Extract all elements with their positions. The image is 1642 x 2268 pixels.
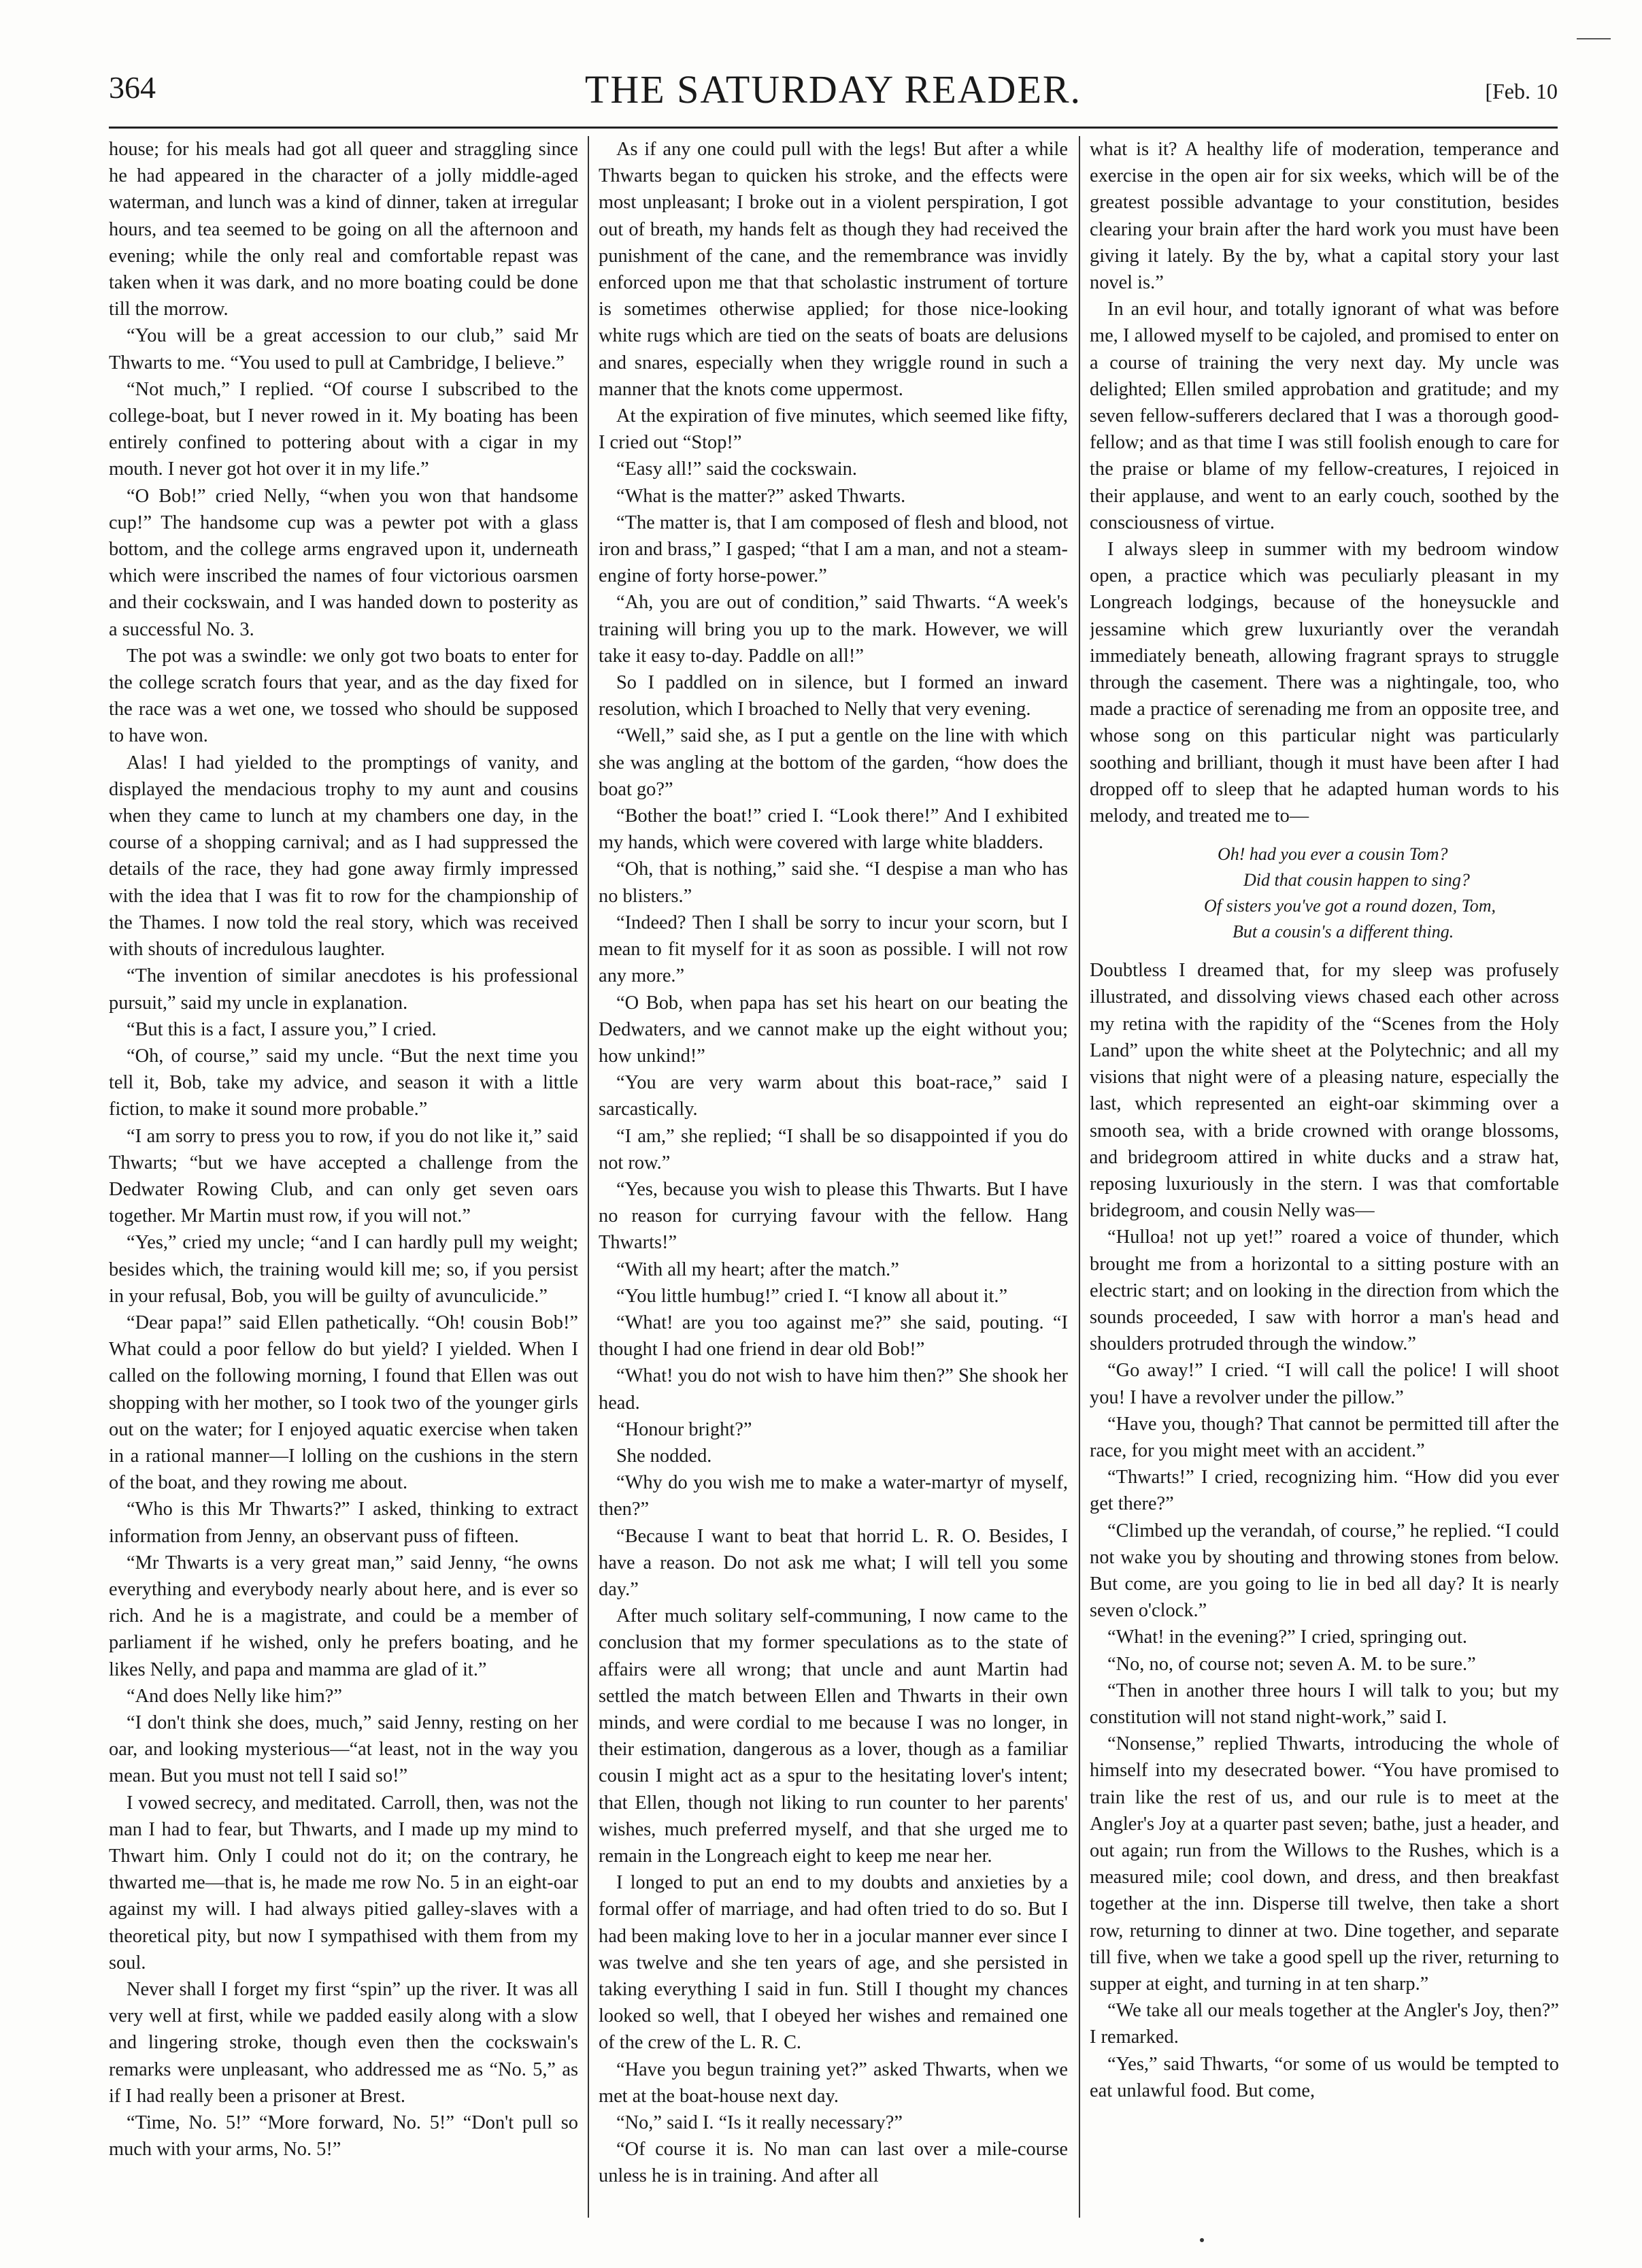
paragraph: “The invention of similar anecdotes is his professional pursuit,” said my uncle in explanation. — [109, 965, 578, 1014]
paragraph: “Dear papa!” said Ellen pathetically. “Oh! cousin Bob!” What could a poor fellow do but yield? I yielded. When I called on the following morning, I found that Ellen was out shopping with her mother, so I took two of the younger girls out on the water; for I enjoyed aquatic exercise when taken in a rational manner—I lolling on the cushions in the stern of the boat, and they rowing me about. — [109, 1312, 578, 1494]
paragraph: In an evil hour, and totally ignorant of what was before me, I allowed myself to be cajoled, and promised to enter on a course of training the very next day. My uncle was delighted; Ellen smiled approbation and gratitude; and my seven fellow-sufferers declared that I was a thorough good-fellow; and as that time I was still foolish enough to care for the praise or blame of my fellow-creatures, I rejoiced in their applause, and went to an early couch, soothed by the consciousness of virtue. — [1090, 299, 1559, 533]
paragraph: “Time, No. 5!” “More forward, No. 5!” “Don't pull so much with your arms, No. 5!” — [109, 2112, 578, 2161]
paragraph: I always sleep in summer with my bedroom window open, a practice which was peculiarly pleasant in my Longreach lodgings, because of the honeysuckle and jessamine which grew luxuriantly over the verandah immediately beneath, allowing fragrant sprays to struggle through the casement. There was a nightingale, too, who made a practice of serenading me from an opposite tree, and whose song on this particular night was particularly soothing and brilliant, though it must have been after I had dropped off to sleep that he adapted human words to his melody, and treated me to— — [1090, 539, 1559, 827]
page-number: 364 — [109, 70, 156, 105]
paragraph: “Oh, of course,” said my uncle. “But the next time you tell it, Bob, take my advice, and season it with a little fiction, to make it sound more probable.” — [109, 1045, 578, 1120]
verse-line: Oh! had you ever a cousin Tom? — [1218, 844, 1448, 865]
paragraph: “Thwarts!” I cried, recognizing him. “How did you ever get there?” — [1090, 1467, 1559, 1515]
masthead — [109, 67, 1558, 121]
paragraph: “I am,” she replied; “I shall be so disappointed if you do not row.” — [599, 1125, 1068, 1173]
paragraph: “Yes,” cried my uncle; “and I can hardly pull my weight; besides which, the training would kill me; so, if you persist in your refusal, Bob, you will be guilty of avunculicide.” — [109, 1232, 578, 1307]
paragraph: “Yes, because you wish to please this Thwarts. But I have no reason for currying favour with the fellow. Hang Thwarts!” — [599, 1178, 1068, 1254]
paragraph: “Go away!” I cried. “I will call the police! I will shoot you! I have a revolver under the pillow.” — [1090, 1360, 1559, 1408]
issue-date: [Feb. 10 — [1485, 79, 1558, 103]
paragraph: “Hulloa! not up yet!” roared a voice of thunder, which brought me from a horizontal to a sitting posture with an electric start; and on looking in the direction from which the sounds proceeded, I saw with horror a man's head and shoulders protruded through the window.” — [1090, 1227, 1559, 1355]
paragraph: “Well,” said she, as I put a gentle on the line with which she was angling at the bottom of the garden, “how does the boat go?” — [599, 725, 1068, 800]
paragraph: I longed to put an end to my doubts and anxieties by a formal offer of marriage, and had often tried to do so. But I had been making love to her in a jocular manner ever since I was twelve and she ten years of age, and she persisted in taking everything I said in fun. Still I thought my chances looked so well, that I obeyed her wishes and remained one of the crew of the L. R. C. — [599, 1872, 1068, 2054]
verse-line: Did that cousin happen to sing? — [1243, 870, 1470, 890]
paragraph: “Who is this Mr Thwarts?” I asked, thinking to extract information from Jenny, an observant puss of fifteen. — [109, 1499, 578, 1547]
paragraph: “I am sorry to press you to row, if you do not like it,” said Thwarts; “but we have accepted a challenge from the Dedwater Rowing Club, and can only get seven oars together. Mr Martin must row, if you will not.” — [109, 1125, 578, 1227]
paragraph: “We take all our meals together at the Angler's Joy, then?” I remarked. — [1090, 2000, 1559, 2048]
paragraph: “You little humbug!” cried I. “I know all about it.” — [616, 1285, 1008, 1307]
paragraph: “Ah, you are out of condition,” said Thwarts. “A week's training will bring you up to the mark. However, we will take it easy to-day. Paddle on all!” — [599, 592, 1068, 667]
paragraph: “What! are you too against me?” she said, pouting. “I thought I had one friend in dear old Bob!” — [599, 1312, 1068, 1361]
paragraph: “But this is a fact, I assure you,” I cried. — [127, 1018, 437, 1040]
paragraph: “Of course it is. No man can last over a mile-course unless he is in training. And after all — [599, 2139, 1068, 2187]
paragraph: Doubtless I dreamed that, for my sleep was profusely illustrated, and dissolving views chased each other across my retina with the rapidity of the “Scenes from the Holy Land” upon the white sheet at the Polytechnic; and all my visions that night were of a pleasing nature, especially the last, which represented an eight-oar skimming over a smooth sea, with a bride crowned with orange blossoms, and bridegroom attired in white ducks and a straw hat, reposing luxuriously in the stern. I was that comfortable bridegroom, and cousin Nelly was— — [1090, 960, 1559, 1222]
paragraph: “And does Nelly like him?” — [127, 1685, 342, 1707]
paragraph: “Climbed up the verandah, of course,” he replied. “I could not wake you by shouting and throwing stones from below. But come, are you going to lie in bed all day? It is nearly seven o'clock.” — [1090, 1520, 1559, 1622]
verse-line: Of sisters you've got a round dozen, Tom, — [1204, 896, 1496, 916]
paragraph: house; for his meals had got all queer and straggling since he had appeared in the character of a jolly middle-aged waterman, and lunch was a kind of dinner, taken at irregular hours, and tea seemed to be going on all the afternoon and evening; while the only real and comfortable repast was taken when it was dark, and no more boating could be done till the morrow. — [109, 139, 578, 320]
paragraph: Never shall I forget my first “spin” up the river. It was all very well at first, while we padded easily along with a slow and lingering stroke, though even then the cockswain's remarks were unpleasant, who addressed me as “No. 5,” as if I had really been a prisoner at Brest. — [109, 1979, 578, 2107]
text-column-2 — [599, 136, 1068, 2218]
paragraph: After much solitary self-communing, I now came to the conclusion that my former speculations as to the state of affairs were all wrong; that uncle and aunt Martin had settled the match between Ellen and Thwarts in their own minds, and were cordial to me because I was no longer, in their estimation, dangerous as a lover, though as a familiar cousin I might act as a spur to the hesitating lover's intent; that Ellen, though not liking to run counter to her parents' wishes, much preferred myself, and that she urged me to remain in the Longreach eight to keep me near her. — [599, 1605, 1068, 1867]
paragraph: So I paddled on in silence, but I formed an inward resolution, which I broached to Nelly that very evening. — [599, 672, 1068, 720]
column-rule — [1079, 136, 1080, 2218]
paragraph: “O Bob, when papa has set his heart on our beating the Dedwaters, and we cannot make up the eight without you; how unkind!” — [599, 992, 1068, 1067]
paragraph: “No,” said I. “Is it really necessary?” — [616, 2112, 903, 2134]
paragraph: “You are very warm about this boat-race,” said I sarcastically. — [599, 1072, 1068, 1120]
paragraph: “With all my heart; after the match.” — [616, 1258, 899, 1280]
paragraph: “Then in another three hours I will talk to you; but my constitution will not stand night-work,” said I. — [1090, 1680, 1559, 1728]
paragraph: “What is the matter?” asked Thwarts. — [616, 485, 906, 507]
paragraph: At the expiration of five minutes, which seemed like fifty, I cried out “Stop!” — [599, 405, 1068, 454]
paragraph: “Not much,” I replied. “Of course I subscribed to the college-boat, but I never rowed in it. My boating has been entirely confined to pottering about with a cigar in my mouth. I never got hot over it in my life.” — [109, 378, 578, 480]
paragraph: “Bother the boat!” cried I. “Look there!” And I exhibited my hands, which were covered with large white bladders. — [599, 805, 1068, 854]
paragraph: As if any one could pull with the legs! But after a while Thwarts began to quicken his stroke, and the effects were most unpleasant; I broke out in a violent perspiration, I got out of breath, my hands felt as though they had received the punishment of the cane, and the remembrance was invidly enforced upon me that that scholastic instrument of torture is sometimes otherwise applied; for those nice-looking white rugs which are tied on the seats of boats are delusions and snares, especially when they wriggle round in such a manner that the knots come uppermost. — [599, 139, 1068, 400]
paragraph: “Have you begun training yet?” asked Thwarts, when we met at the boat-house next day. — [599, 2058, 1068, 2107]
paragraph: “What! you do not wish to have him then?” She shook her head. — [599, 1365, 1068, 1414]
paragraph: “Indeed? Then I shall be sorry to incur your scorn, but I mean to fit myself for it as soon as possible. I will not row any more.” — [599, 912, 1068, 987]
paragraph: “Oh, that is nothing,” said she. “I despise a man who has no blisters.” — [599, 858, 1068, 907]
paragraph: She nodded. — [616, 1445, 712, 1467]
paragraph: Alas! I had yielded to the promptings of vanity, and displayed the mendacious trophy to my aunt and cousins when they came to lunch at my chambers one day, in the course of a shopping carnival; and as I had suppressed the details of the race, they had gone away firmly impressed with the idea that I was fit to row for the championship of the Thames. I now told the real story, which was received with shouts of incredulous laughter. — [109, 752, 578, 961]
paragraph: “Nonsense,” replied Thwarts, introducing the whole of himself into my desecrated bower. “You have promised to train like the rest of us, and our rule is to meet at the Angler's Joy at a quarter past seven; bathe, just a header, and out again; run from the Willows to the Rushes, which is a measured mile; cool down, and dress, and then breakfast together at the inn. Disperse till twelve, then take a short row, returning to dinner at two. Dine together, and separate till five, when we take a good spell up the river, returning to supper at eight, and turning in at ten sharp.” — [1090, 1733, 1559, 1995]
paragraph: what is it? A healthy life of moderation, temperance and exercise in the open air for six weeks, which will be of the greatest possible advantage to your constitution, besides clearing your brain after the hard work you must have been giving it lately. By the by, what a capital story your last novel is.” — [1090, 139, 1559, 294]
column-rule — [588, 136, 589, 2218]
verse-line: But a cousin's a different thing. — [1233, 922, 1454, 942]
paragraph: The pot was a swindle: we only got two boats to enter for the college scratch fours that year, and as the day fixed for the race was a wet one, we tossed who should be supposed to have won. — [109, 645, 578, 747]
paragraph: “Easy all!” said the cockswain. — [616, 458, 857, 480]
paragraph: I vowed secrecy, and meditated. Carroll, then, was not the man I had to fear, but Thwarts, and I made up my mind to Thwart him. Only I could not do it; on the contrary, he thwarted me—that is, he made me row No. 5 in an eight-oar against my will. I had always pitied galley-slaves with a theoretical pity, but now I sympathised with them from my soul. — [109, 1792, 578, 1973]
paragraph: “I don't think she does, much,” said Jenny, resting on her oar, and looking mysterious—“at least, not in the way you mean. But you must not tell I said so!” — [109, 1712, 578, 1787]
ink-dot — [1200, 2238, 1204, 2242]
journal-title: THE SATURDAY READER. — [584, 67, 1082, 112]
paragraph: “Yes,” said Thwarts, “or some of us would be tempted to eat unlawful food. But come, — [1090, 2053, 1559, 2101]
paragraph: “Mr Thwarts is a very great man,” said Jenny, “he owns everything and everybody nearly about here, and is ever so rich. And he is a magistrate, and could be a member of parliament if he wished, only he prefers boating, and he likes Nelly, and papa and mamma are glad of it.” — [109, 1552, 578, 1680]
paragraph: “Honour bright?” — [616, 1418, 752, 1440]
paragraph: “O Bob!” cried Nelly, “when you won that handsome cup!” The handsome cup was a pewter pot with a glass bottom, and the college arms engraved upon it, underneath which were inscribed the names of four victorious oarsmen and their cockswain, and I was handed down to posterity as a successful No. 3. — [109, 485, 578, 640]
paragraph: “The matter is, that I am composed of flesh and blood, not iron and brass,” I gasped; “that I am a man, and not a steam-engine of forty horse-power.” — [599, 512, 1068, 587]
paragraph: “No, no, of course not; seven A. M. to be sure.” — [1107, 1653, 1476, 1675]
paragraph: “Because I want to beat that horrid L. R. O. Besides, I have a reason. Do not ask me what; I will tell you some day.” — [599, 1525, 1068, 1600]
paragraph: “You will be a great accession to our club,” said Mr Thwarts to me. “You used to pull at Cambridge, I believe.” — [109, 325, 578, 373]
text-column-1 — [109, 136, 578, 2218]
margin-mark — [1577, 38, 1611, 39]
text-column-3 — [1090, 136, 1559, 2218]
paragraph: “Why do you wish me to make a water-martyr of myself, then?” — [599, 1472, 1068, 1520]
paragraph: “What! in the evening?” I cried, springing out. — [1107, 1627, 1467, 1648]
verse-block — [1090, 841, 1559, 945]
header-rule — [109, 127, 1558, 129]
paragraph: “Have you, though? That cannot be permitted till after the race, for you might meet with an accident.” — [1090, 1413, 1559, 1461]
